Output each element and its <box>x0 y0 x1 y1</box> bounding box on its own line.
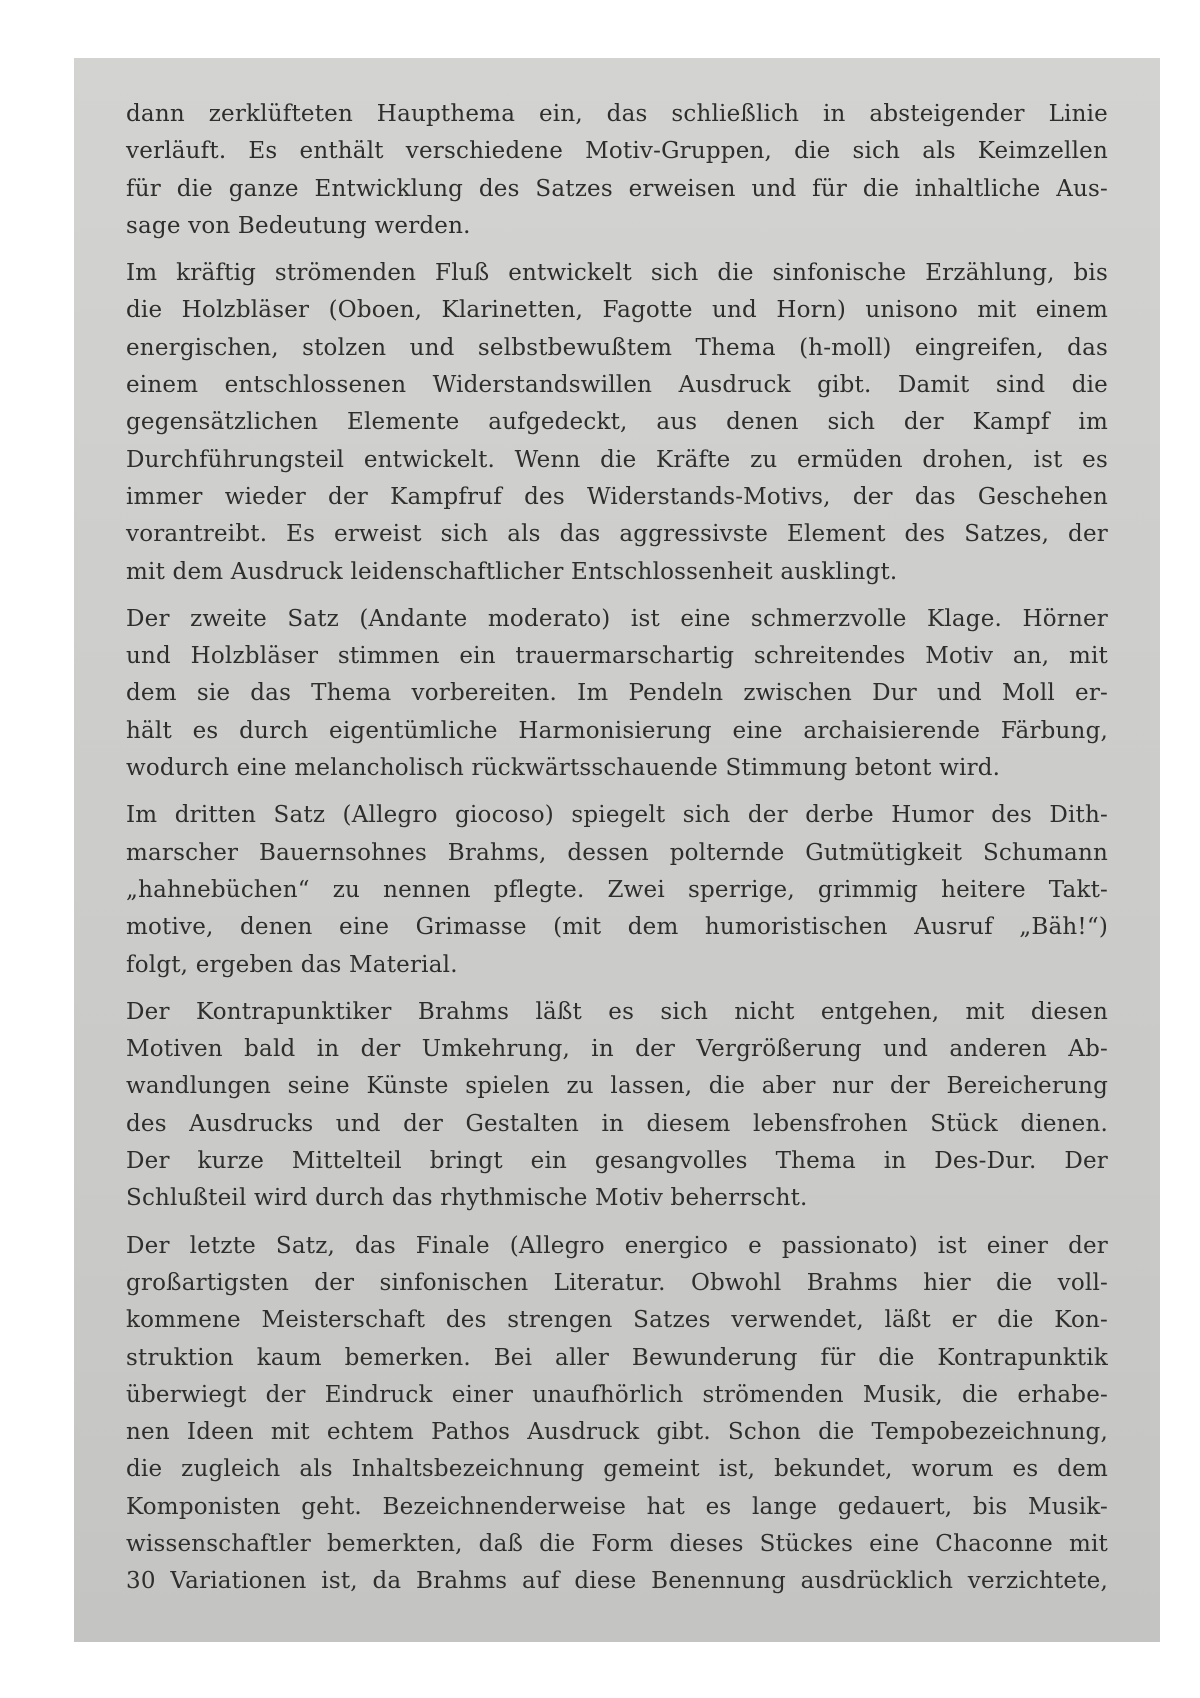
paragraph-4 <box>126 797 1108 983</box>
text-line: vorantreibt. Es erweist sich als das aggressivste Element des Satzes, der <box>126 521 1108 548</box>
text-line: marscher Bauernsohnes Brahms, dessen polternde Gutmütigkeit Schumann <box>126 839 1108 866</box>
text-line: motive, denen eine Grimasse (mit dem humoristischen Ausruf „Bäh!“) <box>126 914 1108 941</box>
text-line: einem entschlossenen Widerstandswillen Ausdruck gibt. Damit sind die <box>126 372 1108 399</box>
paragraph-1 <box>126 96 1108 245</box>
text-line: die Holzbläser (Oboen, Klarinetten, Fagotte und Horn) unisono mit einem <box>126 297 1108 324</box>
paragraph-5 <box>126 994 1108 1218</box>
text-line: wandlungen seine Künste spielen zu lassen, die aber nur der Bereicherung <box>126 1073 1108 1100</box>
text-line: immer wieder der Kampfruf des Widerstands-Motivs, der das Geschehen <box>126 483 1108 510</box>
text-line: 30 Variationen ist, da Brahms auf diese Benennung ausdrücklich verzichtete, <box>126 1568 1108 1595</box>
scanned-page <box>74 58 1160 1642</box>
text-line: großartigsten der sinfonischen Literatur. Obwohl Brahms hier die voll- <box>126 1269 1108 1296</box>
text-line: „hahnebüchen“ zu nennen pflegte. Zwei sperrige, grimmig heitere Takt- <box>126 876 1108 903</box>
text-line: Der letzte Satz, das Finale (Allegro energico e passionato) ist einer der <box>126 1232 1108 1259</box>
text-line: dann zerklüfteten Haupthema ein, das schließlich in absteigender Linie <box>126 101 1108 127</box>
text-line: kommene Meisterschaft des strengen Satzes verwendet, läßt er die Kon- <box>126 1307 1108 1334</box>
text-line: energischen, stolzen und selbstbewußtem Thema (h-moll) eingreifen, das <box>126 334 1108 361</box>
paragraph-6 <box>126 1228 1108 1601</box>
text-line: Der Kontrapunktiker Brahms läßt es sich nicht entgehen, mit diesen <box>126 998 1108 1025</box>
text-line: dem sie das Thema vorbereiten. Im Pendeln zwischen Dur und Moll er- <box>126 680 1108 707</box>
text-line: Schlußteil wird durch das rhythmische Motiv beherrscht. <box>126 1185 808 1212</box>
text-line: Durchführungsteil entwickelt. Wenn die Kräfte zu ermüden drohen, ist es <box>126 446 1108 473</box>
text-line: folgt, ergeben das Material. <box>126 951 458 978</box>
text-line: für die ganze Entwicklung des Satzes erweisen und für die inhaltliche Aus- <box>126 175 1108 202</box>
text-line: wodurch eine melancholisch rückwärtsschauende Stimmung betont wird. <box>126 755 1001 782</box>
paragraph-3 <box>126 601 1108 787</box>
text-line: sage von Bedeutung werden. <box>126 212 471 239</box>
text-line: mit dem Ausdruck leidenschaftlicher Entschlossenheit ausklingt. <box>126 558 898 585</box>
text-line: überwiegt der Eindruck einer unaufhörlich strömenden Musik, die erhabe- <box>126 1381 1108 1408</box>
text-line: gegensätzlichen Elemente aufgedeckt, aus denen sich der Kampf im <box>126 409 1108 436</box>
text-line: Motiven bald in der Umkehrung, in der Vergrößerung und anderen Ab- <box>126 1036 1108 1063</box>
text-line: wissenschaftler bemerkten, daß die Form dieses Stückes eine Chaconne mit <box>126 1530 1108 1557</box>
text-line: Der kurze Mittelteil bringt ein gesangvolles Thema in Des-Dur. Der <box>126 1148 1108 1175</box>
text-line: Komponisten geht. Bezeichnenderweise hat es lange gedauert, bis Musik- <box>126 1493 1108 1520</box>
text-line: hält es durch eigentümliche Harmonisierung eine archaisierende Färbung, <box>126 717 1108 744</box>
text-line: Im dritten Satz (Allegro giocoso) spiegelt sich der derbe Humor des Dith- <box>126 802 1108 829</box>
text-line: Im kräftig strömenden Fluß entwickelt sich die sinfonische Erzählung, bis <box>126 260 1108 287</box>
text-line: verläuft. Es enthält verschiedene Motiv-Gruppen, die sich als Keimzellen <box>126 138 1108 165</box>
text-line: struktion kaum bemerken. Bei aller Bewunderung für die Kontrapunktik <box>126 1344 1108 1371</box>
paragraph-2 <box>126 255 1108 591</box>
text-line: und Holzbläser stimmen ein trauermarschartig schreitendes Motiv an, mit <box>126 643 1108 670</box>
text-line: des Ausdrucks und der Gestalten in diesem lebensfrohen Stück dienen. <box>126 1110 1108 1137</box>
text-line: die zugleich als Inhaltsbezeichnung gemeint ist, bekundet, worum es dem <box>126 1456 1108 1483</box>
text-line: nen Ideen mit echtem Pathos Ausdruck gibt. Schon die Tempobezeichnung, <box>126 1419 1108 1446</box>
text-line: Der zweite Satz (Andante moderato) ist eine schmerzvolle Klage. Hörner <box>126 605 1108 632</box>
